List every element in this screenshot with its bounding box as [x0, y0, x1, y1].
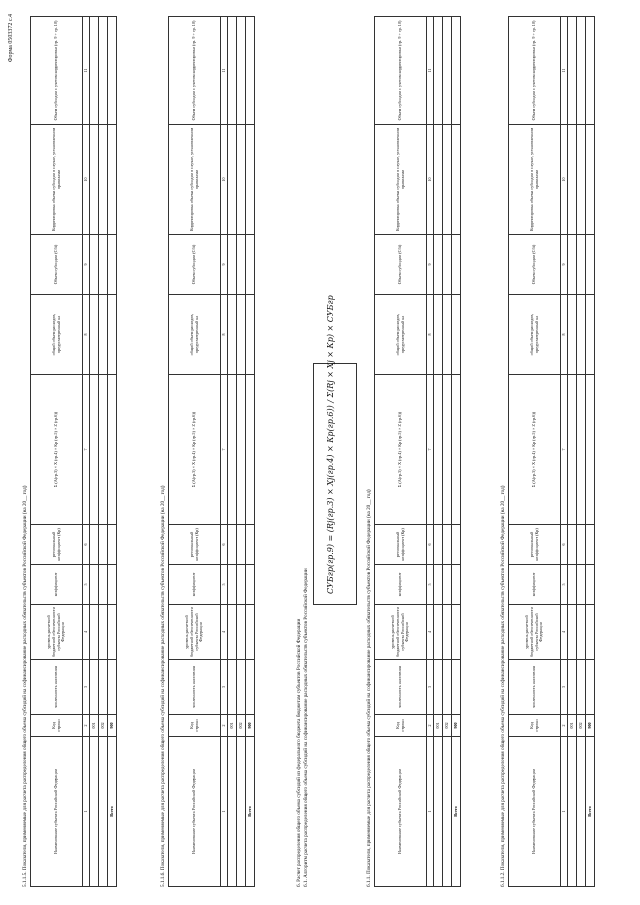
table-cell [434, 660, 443, 715]
table-cell [577, 737, 586, 887]
header-row [169, 17, 221, 887]
column-number-row [83, 17, 90, 887]
table-cell [99, 525, 108, 565]
section-table [168, 16, 255, 887]
table-cell [90, 525, 99, 565]
table-cell [586, 235, 595, 295]
note-6: 6. Расчет распределения общего объема субсидий из федерального бюджета бюджетам субъектов Российской Федерации [296, 618, 302, 887]
table-cell [228, 605, 237, 660]
column-number: 6 [221, 525, 228, 565]
formula: СУБгр(гр.9) = (Rj(гр.3) × Xj(гр.4) × Кр(гр.6)) / Σ(Rj × Xj × Кр) × СУБгр [326, 295, 335, 594]
table-row [90, 17, 99, 887]
header-cell: общий объем расходов, предусмотренный на [509, 295, 561, 375]
table-cell [568, 525, 577, 565]
table-cell [99, 660, 108, 715]
column-number: 7 [221, 375, 228, 525]
row-code: 900 [586, 715, 595, 737]
table-cell [237, 125, 246, 235]
table-cell [568, 375, 577, 525]
table-cell [452, 375, 461, 525]
table-cell [577, 125, 586, 235]
header-cell: Σ (А(гр.3) × Х (гр.4) × Кр (гр.5) × Z (гр.6)) [509, 375, 561, 525]
table-cell [237, 660, 246, 715]
header-cell: коэффициент [31, 565, 83, 605]
header-cell: численность населения [509, 660, 561, 715]
table-cell [577, 565, 586, 605]
header-cell: коэффициент [169, 565, 221, 605]
header-cell: Σ (А(гр.3) × Х (гр.4) × Кр (гр.5) × Z (гр.6)) [169, 375, 221, 525]
table-row [577, 17, 586, 887]
table-cell [577, 235, 586, 295]
table-cell [108, 375, 117, 525]
table-cell [90, 125, 99, 235]
table-cell [568, 660, 577, 715]
column-number: 5 [83, 565, 90, 605]
header-cell: Σ (А(гр.3) × Х (гр.4) × Кр (гр.5) × Z (гр.6)) [375, 375, 427, 525]
table-cell [443, 525, 452, 565]
header-cell: региональный коэффициент (Кр) [169, 525, 221, 565]
column-number: 9 [561, 235, 568, 295]
row-code: 002 [237, 715, 246, 737]
table-cell [443, 125, 452, 235]
row-code: 002 [443, 715, 452, 737]
column-number: 1 [427, 737, 434, 887]
table-cell [228, 375, 237, 525]
column-number: 9 [427, 235, 434, 295]
header-cell: уровень расчетной бюджетной обеспеченности субъекта Российской Федерации [375, 605, 427, 660]
header-cell: численность населения [31, 660, 83, 715]
column-number: 11 [427, 17, 434, 125]
table-cell [586, 17, 595, 125]
table-cell [108, 235, 117, 295]
column-number: 5 [221, 565, 228, 605]
section-5-1-1-6 [160, 17, 255, 887]
column-number: 1 [561, 737, 568, 887]
table-row [237, 17, 246, 887]
column-number: 6 [83, 525, 90, 565]
header-cell: Корректировка объема субсидии в случае, установленном правилами [169, 125, 221, 235]
table-cell [452, 565, 461, 605]
table-cell [228, 235, 237, 295]
column-number: 9 [83, 235, 90, 295]
header-row [375, 17, 427, 887]
table-cell [246, 375, 255, 525]
row-code: 001 [90, 715, 99, 737]
table-cell [228, 737, 237, 887]
table-cell [237, 525, 246, 565]
table-cell [228, 295, 237, 375]
table-cell [452, 295, 461, 375]
header-cell: Объем субсидии (Сбi) [509, 235, 561, 295]
table-cell [452, 605, 461, 660]
header-cell: региональный коэффициент (Кр) [31, 525, 83, 565]
row-code: 001 [568, 715, 577, 737]
table-row [568, 17, 577, 887]
table-cell [90, 235, 99, 295]
table-cell [452, 525, 461, 565]
column-number: 3 [561, 660, 568, 715]
table-cell [237, 235, 246, 295]
header-row [509, 17, 561, 887]
total-row [108, 17, 117, 887]
table-cell [246, 660, 255, 715]
column-number: 10 [83, 125, 90, 235]
column-number: 1 [221, 737, 228, 887]
column-number: 4 [83, 605, 90, 660]
table-cell [237, 295, 246, 375]
table-cell [246, 125, 255, 235]
table-cell [246, 17, 255, 125]
column-number: 7 [83, 375, 90, 525]
table-cell [586, 565, 595, 605]
total-row [452, 17, 461, 887]
table-cell [237, 565, 246, 605]
table-cell [452, 17, 461, 125]
table-cell [108, 605, 117, 660]
table-cell [452, 125, 461, 235]
table-cell [228, 17, 237, 125]
column-number: 7 [427, 375, 434, 525]
table-cell [434, 565, 443, 605]
table-row [228, 17, 237, 887]
table-cell [586, 295, 595, 375]
section-title: 6.1.1. Показатели, применяемые для расчета распределения общего объема субсидий на софинансирование расходных обязательств субъектов Российской Федерации (на 20__ год) [366, 489, 372, 887]
header-cell: Наименование субъекта Российской Федерации [31, 737, 83, 887]
table-cell [577, 375, 586, 525]
column-number: 4 [427, 605, 434, 660]
header-cell: Объем субсидии (Сбi) [375, 235, 427, 295]
total-row [586, 17, 595, 887]
column-number: 2 [561, 715, 568, 737]
table-cell [586, 375, 595, 525]
table-cell [237, 17, 246, 125]
table-cell [452, 660, 461, 715]
table-cell [108, 660, 117, 715]
formula-box [313, 295, 357, 605]
column-number-row [561, 17, 568, 887]
table-cell [434, 17, 443, 125]
header-cell: Код строки [509, 715, 561, 737]
header-cell: Корректировка объема субсидии в случае, установленном правилами [509, 125, 561, 235]
table-cell [90, 17, 99, 125]
section-6-1-1-2 [500, 17, 595, 887]
table-cell [443, 737, 452, 887]
section-title: 5.1.1.6. Показатели, применяемые для расчета распределения общего объема субсидий на софинансирование расходных обязательств субъектов Российской Федерации (на 20__ год) [160, 485, 166, 887]
table-cell [99, 565, 108, 605]
header-cell: Код строки [31, 715, 83, 737]
table-cell [90, 375, 99, 525]
total-label: Всего [586, 737, 595, 887]
header-row [31, 17, 83, 887]
table-cell [577, 525, 586, 565]
table-cell [434, 235, 443, 295]
table-cell [246, 525, 255, 565]
table-cell [228, 660, 237, 715]
header-cell: региональный коэффициент (Кр) [509, 525, 561, 565]
header-cell: Наименование субъекта Российской Федерации [509, 737, 561, 887]
column-number: 11 [83, 17, 90, 125]
table-cell [568, 605, 577, 660]
total-label: Всего [108, 737, 117, 887]
table-cell [434, 125, 443, 235]
row-code: 002 [99, 715, 108, 737]
header-cell: уровень расчетной бюджетной обеспеченности субъекта Российской Федерации [509, 605, 561, 660]
column-number: 2 [221, 715, 228, 737]
table-cell [237, 737, 246, 887]
header-cell: численность населения [375, 660, 427, 715]
column-number: 9 [221, 235, 228, 295]
table-cell [246, 235, 255, 295]
column-number: 10 [427, 125, 434, 235]
table-cell [586, 660, 595, 715]
table-cell [99, 235, 108, 295]
row-code: 001 [434, 715, 443, 737]
header-cell: Наименование субъекта Российской Федерации [375, 737, 427, 887]
header-cell: Корректировка объема субсидии в случае, установленном правилами [31, 125, 83, 235]
header-cell: коэффициент [375, 565, 427, 605]
table-cell [577, 17, 586, 125]
table-cell [90, 605, 99, 660]
header-cell: численность населения [169, 660, 221, 715]
table-cell [108, 525, 117, 565]
header-cell: Объем субсидии с учетом корректировки (гр. 9 + гр. 10) [31, 17, 83, 125]
table-cell [443, 235, 452, 295]
header-cell: уровень расчетной бюджетной обеспеченности субъекта Российской Федерации [31, 605, 83, 660]
header-cell: региональный коэффициент (Кр) [375, 525, 427, 565]
form-code: Форма 0503372 с.4 [8, 14, 14, 63]
column-number: 11 [561, 17, 568, 125]
table-cell [577, 295, 586, 375]
table-cell [108, 17, 117, 125]
column-number: 4 [221, 605, 228, 660]
table-cell [586, 605, 595, 660]
table-cell [228, 565, 237, 605]
header-cell: Код строки [375, 715, 427, 737]
table-cell [434, 375, 443, 525]
table-cell [577, 660, 586, 715]
total-row [246, 17, 255, 887]
table-cell [586, 125, 595, 235]
header-cell: Наименование субъекта Российской Федерации [169, 737, 221, 887]
table-cell [237, 605, 246, 660]
section-table [30, 16, 117, 887]
row-code: 002 [577, 715, 586, 737]
table-cell [108, 565, 117, 605]
column-number-row [427, 17, 434, 887]
table-cell [246, 565, 255, 605]
table-cell [434, 605, 443, 660]
table-cell [586, 525, 595, 565]
header-cell: уровень расчетной бюджетной обеспеченности субъекта Российской Федерации [169, 605, 221, 660]
table-row [99, 17, 108, 887]
section-table [374, 16, 461, 887]
header-cell: общий объем расходов, предусмотренный на [31, 295, 83, 375]
table-cell [246, 295, 255, 375]
row-code: 900 [452, 715, 461, 737]
column-number: 8 [427, 295, 434, 375]
header-cell: Объем субсидии (Сбi) [31, 235, 83, 295]
column-number: 5 [561, 565, 568, 605]
table-cell [99, 125, 108, 235]
column-number: 5 [427, 565, 434, 605]
column-number-row [221, 17, 228, 887]
table-cell [452, 235, 461, 295]
column-number: 6 [561, 525, 568, 565]
table-cell [228, 525, 237, 565]
table-cell [568, 125, 577, 235]
section-5-1-1-5 [22, 17, 117, 887]
table-cell [99, 295, 108, 375]
total-label: Всего [246, 737, 255, 887]
table-cell [577, 605, 586, 660]
table-cell [246, 605, 255, 660]
column-number: 3 [221, 660, 228, 715]
column-number: 2 [83, 715, 90, 737]
column-number: 10 [221, 125, 228, 235]
column-number: 11 [221, 17, 228, 125]
header-cell: Объем субсидии с учетом корректировки (гр. 9 + гр. 10) [375, 17, 427, 125]
table-cell [108, 125, 117, 235]
column-number: 4 [561, 605, 568, 660]
column-number: 3 [83, 660, 90, 715]
column-number: 6 [427, 525, 434, 565]
table-cell [90, 660, 99, 715]
row-code: 900 [108, 715, 117, 737]
column-number: 8 [561, 295, 568, 375]
column-number: 1 [83, 737, 90, 887]
table-cell [568, 235, 577, 295]
column-number: 8 [221, 295, 228, 375]
total-label: Всего [452, 737, 461, 887]
table-cell [568, 17, 577, 125]
header-cell: Объем субсидии (Сбi) [169, 235, 221, 295]
table-cell [443, 295, 452, 375]
section-title: 5.1.1.5. Показатели, применяемые для расчета распределения общего объема субсидий на софинансирование расходных обязательств субъектов Российской Федерации (на 20__ год) [22, 485, 28, 887]
table-row [443, 17, 452, 887]
table-cell [568, 737, 577, 887]
header-cell: общий объем расходов, предусмотренный на [375, 295, 427, 375]
section-title: 6.1.1.2. Показатели, применяемые для расчета распределения общего объема субсидий на софинансирование расходных обязательств субъектов Российской Федерации (на 20__ год) [500, 485, 506, 887]
table-cell [568, 565, 577, 605]
header-cell: Объем субсидии с учетом корректировки (гр. 9 + гр. 10) [169, 17, 221, 125]
table-cell [443, 605, 452, 660]
table-cell [443, 375, 452, 525]
table-cell [568, 295, 577, 375]
header-cell: Корректировка объема субсидии в случае, установленном правилами [375, 125, 427, 235]
header-cell: Σ (А(гр.3) × Х (гр.4) × Кр (гр.5) × Z (гр.6)) [31, 375, 83, 525]
table-cell [99, 375, 108, 525]
column-number: 2 [427, 715, 434, 737]
table-cell [443, 17, 452, 125]
table-cell [99, 605, 108, 660]
table-row [434, 17, 443, 887]
note-6-1: 6.1. Алгоритм расчета распределения общего объема субсидий на софинансирование расходных обязательств субъектов Российской Федерации [303, 568, 309, 887]
header-cell: коэффициент [509, 565, 561, 605]
table-cell [90, 565, 99, 605]
column-number: 3 [427, 660, 434, 715]
header-cell: Объем субсидии с учетом корректировки (гр. 9 + гр. 10) [509, 17, 561, 125]
table-cell [99, 17, 108, 125]
table-cell [108, 295, 117, 375]
table-cell [443, 660, 452, 715]
column-number: 7 [561, 375, 568, 525]
header-cell: Код строки [169, 715, 221, 737]
table-cell [237, 375, 246, 525]
table-cell [434, 295, 443, 375]
table-cell [434, 525, 443, 565]
table-cell [434, 737, 443, 887]
row-code: 001 [228, 715, 237, 737]
table-cell [90, 295, 99, 375]
table-cell [228, 125, 237, 235]
header-cell: общий объем расходов, предусмотренный на [169, 295, 221, 375]
table-cell [443, 565, 452, 605]
row-code: 900 [246, 715, 255, 737]
section-table [508, 16, 595, 887]
section-6-1-1 [366, 17, 461, 887]
column-number: 8 [83, 295, 90, 375]
column-number: 10 [561, 125, 568, 235]
